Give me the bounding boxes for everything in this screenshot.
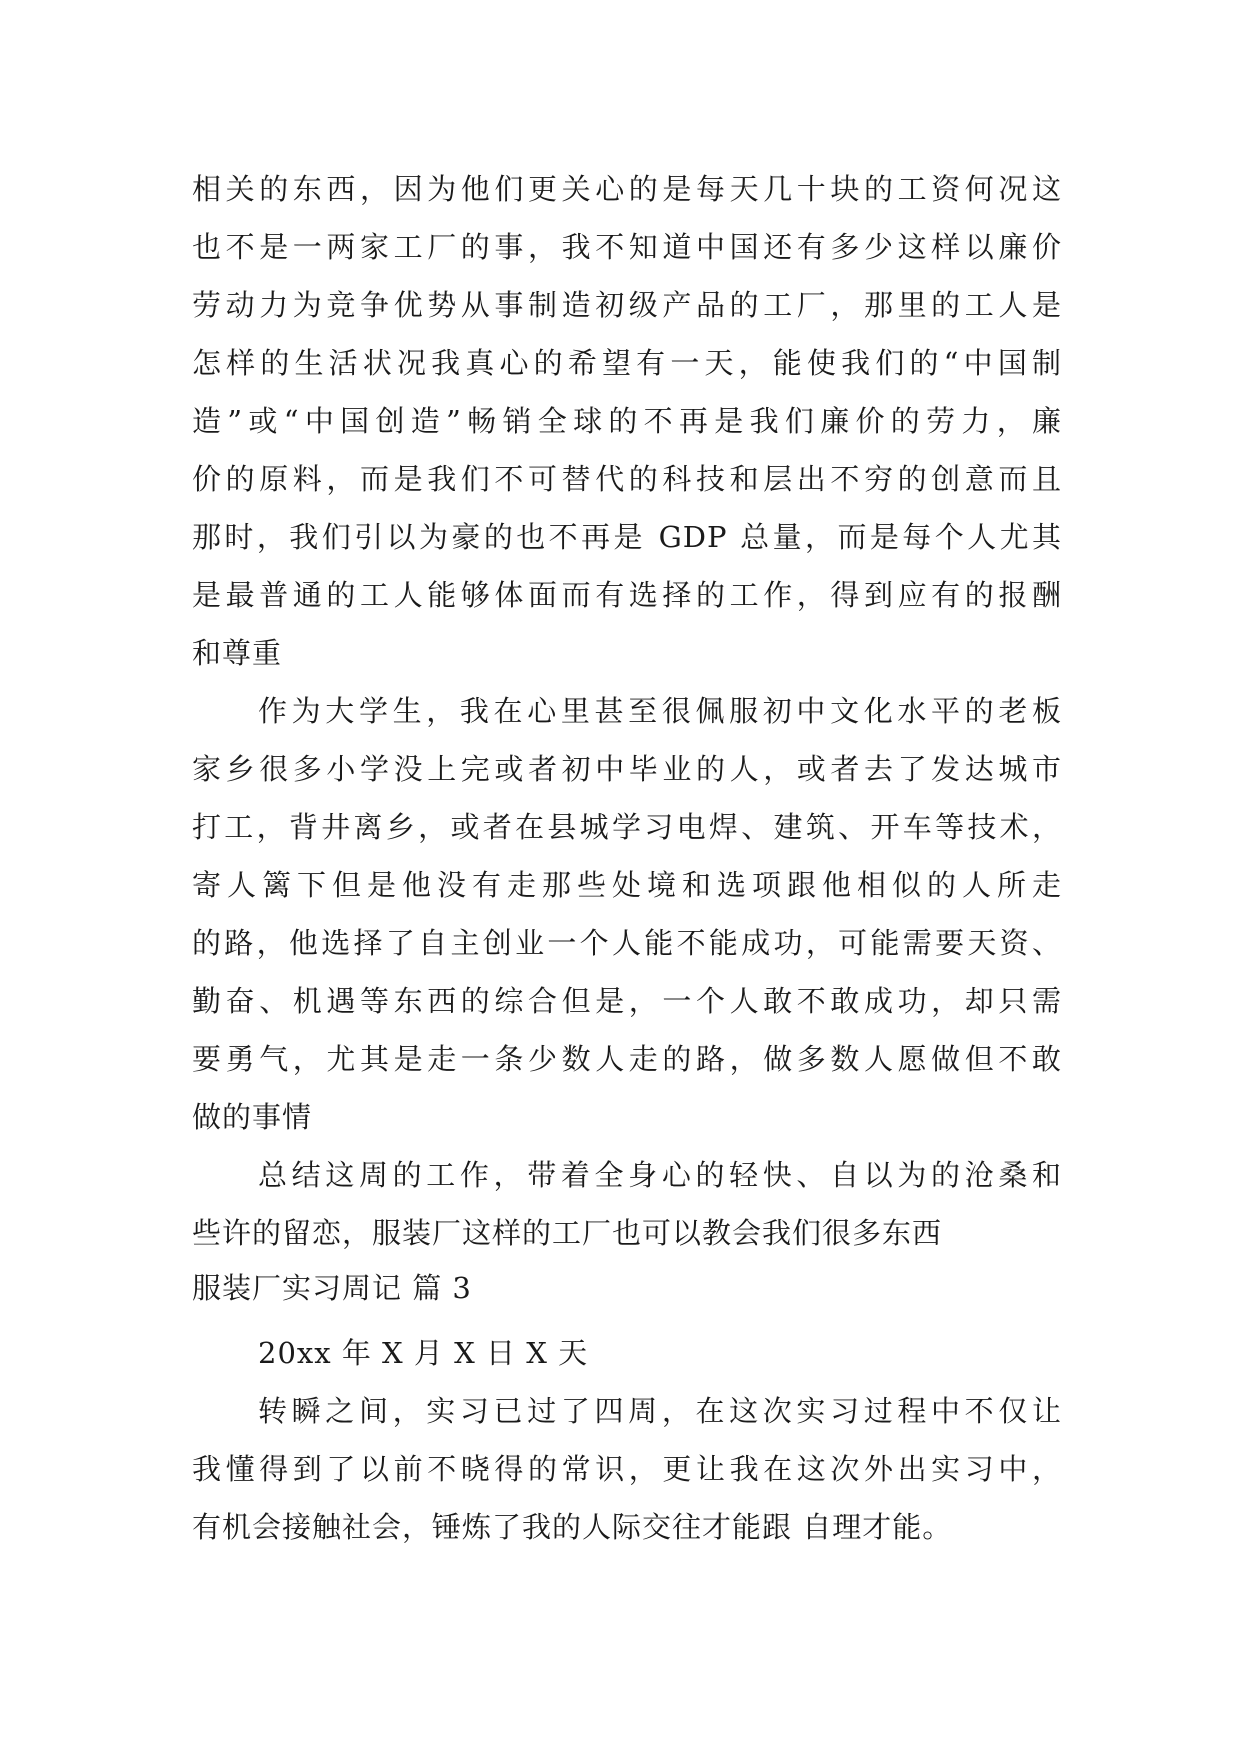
- text-line: 和尊重: [192, 636, 283, 670]
- paragraph-college-student: [192, 682, 1062, 1146]
- text-line: 怎样的生活状况我真心的希望有一天，能使我们的“中国制: [192, 346, 1062, 380]
- text-line: 总结这周的工作，带着全身心的轻快、自以为的沧桑和: [258, 1158, 1062, 1192]
- text-line: 打工，背井离乡，或者在县城学习电焊、建筑、开车等技术，: [192, 810, 1062, 844]
- text-line: 价的原料，而是我们不可替代的科技和层出不穷的创意而且: [192, 462, 1062, 496]
- text-line: 的路，他选择了自主创业一个人能不能成功，可能需要天资、: [192, 926, 1062, 960]
- text-line: 转瞬之间，实习已过了四周，在这次实习过程中不仅让: [258, 1394, 1062, 1428]
- text-line: 那时，我们引以为豪的也不再是 GDP 总量，而是每个人尤其: [192, 520, 1062, 554]
- text-line: 家乡很多小学没上完或者初中毕业的人，或者去了发达城市: [192, 752, 1062, 786]
- text-line: 勤奋、机遇等东西的综合但是，一个人敢不敢成功，却只需: [192, 984, 1062, 1018]
- text-line: 作为大学生，我在心里甚至很佩服初中文化水平的老板: [258, 694, 1062, 728]
- text-line: 是最普通的工人能够体面而有选择的工作，得到应有的报酬: [192, 578, 1062, 612]
- text-line: 相关的东西，因为他们更关心的是每天几十块的工资何况这: [192, 172, 1062, 206]
- text-line: 造”或“中国创造”畅销全球的不再是我们廉价的劳力，廉: [192, 404, 1062, 438]
- paragraph-summary: [192, 1146, 1062, 1262]
- text-line: 些许的留恋，服装厂这样的工厂也可以教会我们很多东西: [192, 1216, 943, 1250]
- document-body: [192, 160, 1062, 1556]
- text-line: 我懂得到了以前不晓得的常识，更让我在这次外出实习中，: [192, 1452, 1062, 1486]
- spacer: [192, 1314, 1062, 1324]
- text-line: 要勇气，尤其是走一条少数人走的路，做多数人愿做但不敢: [192, 1042, 1062, 1076]
- section-title: 服装厂实习周记 篇 3: [192, 1271, 472, 1305]
- text-line: 有机会接触社会，锤炼了我的人际交往才能跟 自理才能。: [192, 1510, 953, 1544]
- text-line: 做的事情: [192, 1100, 313, 1134]
- text-line: 也不是一两家工厂的事，我不知道中国还有多少这样以廉价: [192, 230, 1062, 264]
- text-line: 寄人篱下但是他没有走那些处境和选项跟他相似的人所走: [192, 868, 1062, 902]
- date-line: 20xx 年 X 月 X 日 X 天: [258, 1336, 589, 1370]
- paragraph-wages: [192, 160, 1062, 682]
- paragraph-internship: [192, 1382, 1062, 1556]
- text-line: 劳动力为竞争优势从事制造初级产品的工厂，那里的工人是: [192, 288, 1062, 322]
